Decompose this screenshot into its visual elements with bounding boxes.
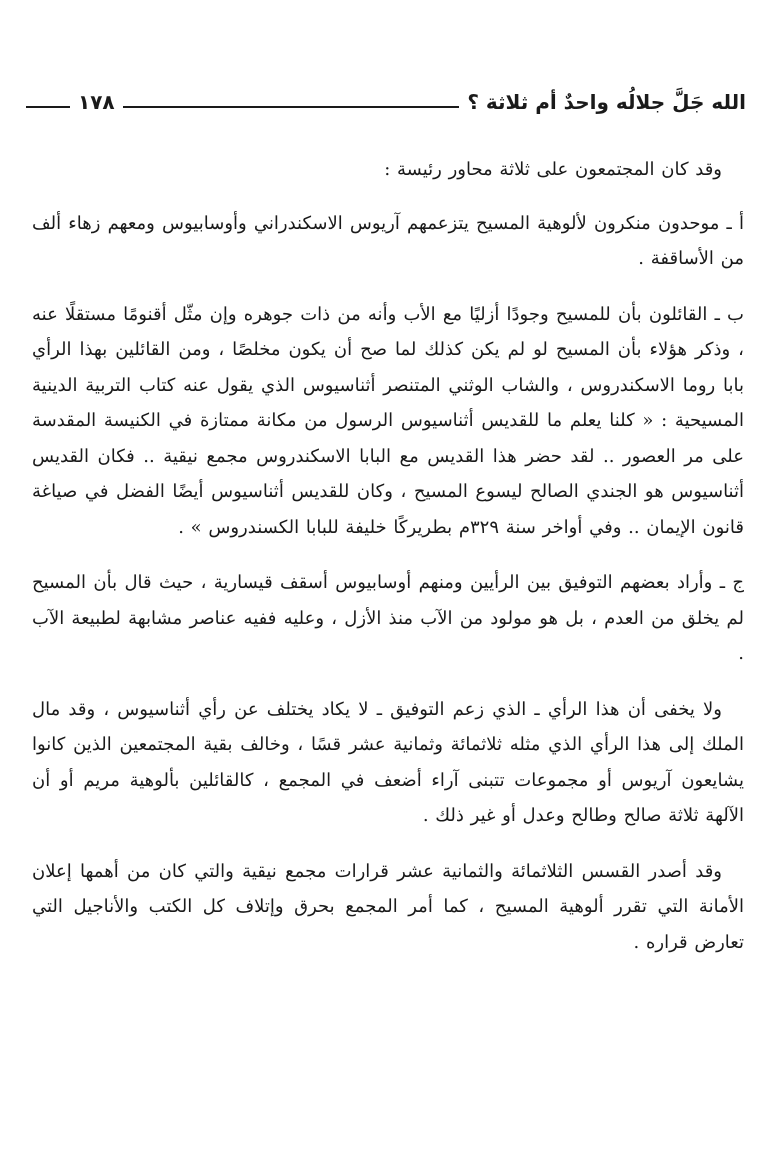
chapter-title: الله جَلَّ جلالُه واحدٌ أم ثلاثة ؟ (467, 90, 746, 114)
paragraph-a: أ ـ موحدون منكرون لألوهية المسيح يتزعمهم آريوس الاسكندراني وأوسابيوس ومعهم زهاء ألف من الأساقفة . (32, 212, 744, 269)
header-rule-short (26, 94, 70, 108)
paragraph-intro: وقد كان المجتمعون على ثلاثة محاور رئيسة : (384, 159, 722, 180)
paragraph-commentary: ولا يخفى أن هذا الرأي ـ الذي زعم التوفيق ـ لا يكاد يختلف عن رأي أثناسيوس ، وقد مال الملك إلى هذا الرأي الذي مثله ثلاثمائة وثمانية عشر قسًا ، وخالف بقية المجتمعين الذين كانوا يشايعون آريوس أو مجموعات تتبنى آراء أضعف في المجمع ، كالقائلين بألوهية مريم أو أن الآلهة ثلاثة صالح وطالح وعدل أو غير ذلك . (32, 698, 744, 826)
body-text (32, 152, 744, 980)
paragraph-b: ب ـ القائلون بأن للمسيح وجودًا أزليًا مع الأب وأنه من ذات جوهره وإن مثّل أقنومًا مستقلًا عنه ، وذكر هؤلاء بأن المسيح لو لم يكن كذلك لما صح أن يكون مخلصًا ، ومن القائلين بهذا الرأي بابا روما الاسكندروس ، والشاب الوثني المتنصر أثناسيوس الذي يقول عنه كتاب التربية الدينية المسيحية : « كلنا يعلم ما للقديس أثناسيوس الرسول من مكانة ممتازة في الكنيسة المقدسة على مر العصور .. لقد حضر هذا القديس مع البابا الاسكندروس مجمع نيقية .. فكان القديس أثناسيوس هو الجندي الصالح ليسوع المسيح ، وكان للقديس أثناسيوس أيضًا الفضل في صياغة قانون الإيمان .. وفي أواخر سنة ٣٢٩م بطريركًا خليفة للبابا الكسندروس » . (32, 303, 744, 538)
running-header (26, 82, 746, 116)
paragraph-decisions: وقد أصدر القسس الثلاثمائة والثمانية عشر قرارات مجمع نيقية والتي كان من أهمها إعلان الأمانة التي تقرر ألوهية المسيح ، كما أمر المجمع بحرق وإتلاف كل الكتب والأناجيل التي تعارض قراره . (32, 860, 744, 953)
header-rule (123, 94, 460, 108)
paragraph-c: ج ـ وأراد بعضهم التوفيق بين الرأيين ومنهم أوسابيوس أسقف قيسارية ، حيث قال بأن المسيح لم يخلق من العدم ، بل هو مولود من الآب منذ الأزل ، وعليه ففيه عناصر مشابهة لطبيعة الآب . (32, 572, 744, 664)
page-number: ١٧٨ (78, 90, 115, 114)
